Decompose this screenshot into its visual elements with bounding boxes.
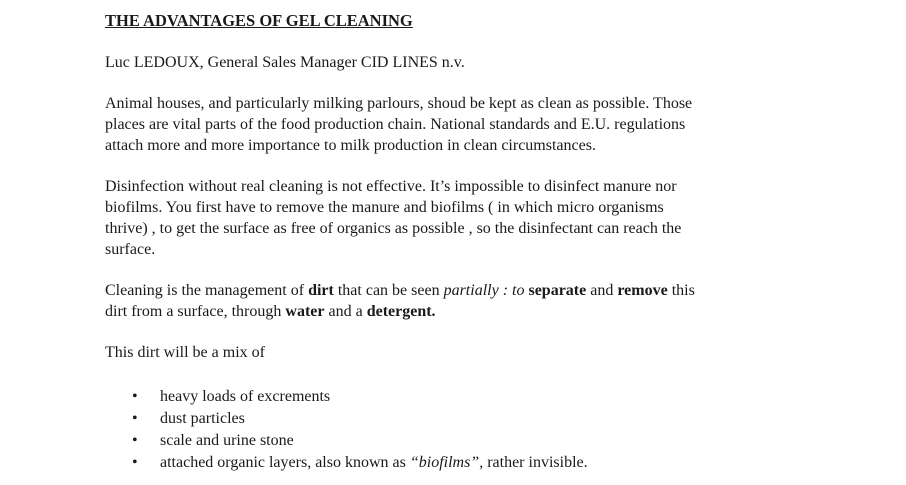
bullet-icon: •: [132, 410, 138, 427]
p3-text-2: that can be seen: [333, 282, 444, 299]
p3-text-5: this: [667, 282, 695, 299]
paragraph-3: [105, 280, 805, 322]
list-item: [105, 408, 805, 430]
list-item-text: dust particles: [160, 410, 245, 427]
p3-bold-water: water: [285, 303, 325, 320]
paragraph-2-line-1: Disinfection without real cleaning is not effective. It’s impossible to disinfect manure nor: [105, 178, 677, 195]
list-item-text: heavy loads of excrements: [160, 388, 331, 405]
list-item: [105, 386, 805, 408]
paragraph-1: [105, 93, 805, 156]
p3-bold-dirt: dirt: [308, 282, 334, 299]
paragraph-4: This dirt will be a mix of: [105, 344, 265, 361]
list-item-text-post: rather invisible.: [483, 454, 588, 471]
p3-bold-remove: remove: [617, 282, 668, 299]
paragraph-1-line-3: attach more and more importance to milk production in clean circumstances.: [105, 137, 596, 154]
p3-text-4: and: [586, 282, 618, 299]
list-item-text-pre: attached organic layers, also known as: [160, 454, 410, 471]
list-item: [105, 430, 805, 452]
list-item: [105, 452, 805, 474]
paragraph-2-line-2: biofilms. You first have to remove the manure and biofilms ( in which micro organisms: [105, 199, 664, 216]
paragraph-1-line-2: places are vital parts of the food production chain. National standards and E.U. regulations: [105, 116, 686, 133]
p3-text-6: dirt from a surface, through: [105, 303, 286, 320]
paragraph-2-line-3: thrive) , to get the surface as free of organics as possible , so the disinfectant can reach the: [105, 220, 682, 237]
list-item-text: scale and urine stone: [160, 432, 294, 449]
p3-italic-partially: partially : to: [443, 282, 525, 299]
bullet-icon: •: [132, 388, 138, 405]
paragraph-2-line-4: surface.: [105, 241, 156, 258]
document-title: THE ADVANTAGES OF GEL CLEANING: [105, 11, 413, 30]
dirt-list: [105, 386, 805, 474]
paragraph-2: [105, 176, 805, 260]
bullet-icon: •: [132, 454, 138, 471]
paragraph-1-line-1: Animal houses, and particularly milking parlours, shoud be kept as clean as possible. Those: [105, 95, 693, 112]
author-line: Luc LEDOUX, General Sales Manager CID LINES n.v.: [105, 54, 465, 71]
document-page: [105, 10, 805, 474]
p3-bold-separate: separate: [528, 282, 587, 299]
p3-text-1: Cleaning is the management of: [105, 282, 309, 299]
bullet-icon: •: [132, 432, 138, 449]
list-item-text-italic: “biofilms”,: [409, 454, 484, 471]
p3-text-7: and a: [324, 303, 367, 320]
p3-bold-detergent: detergent.: [366, 303, 436, 320]
